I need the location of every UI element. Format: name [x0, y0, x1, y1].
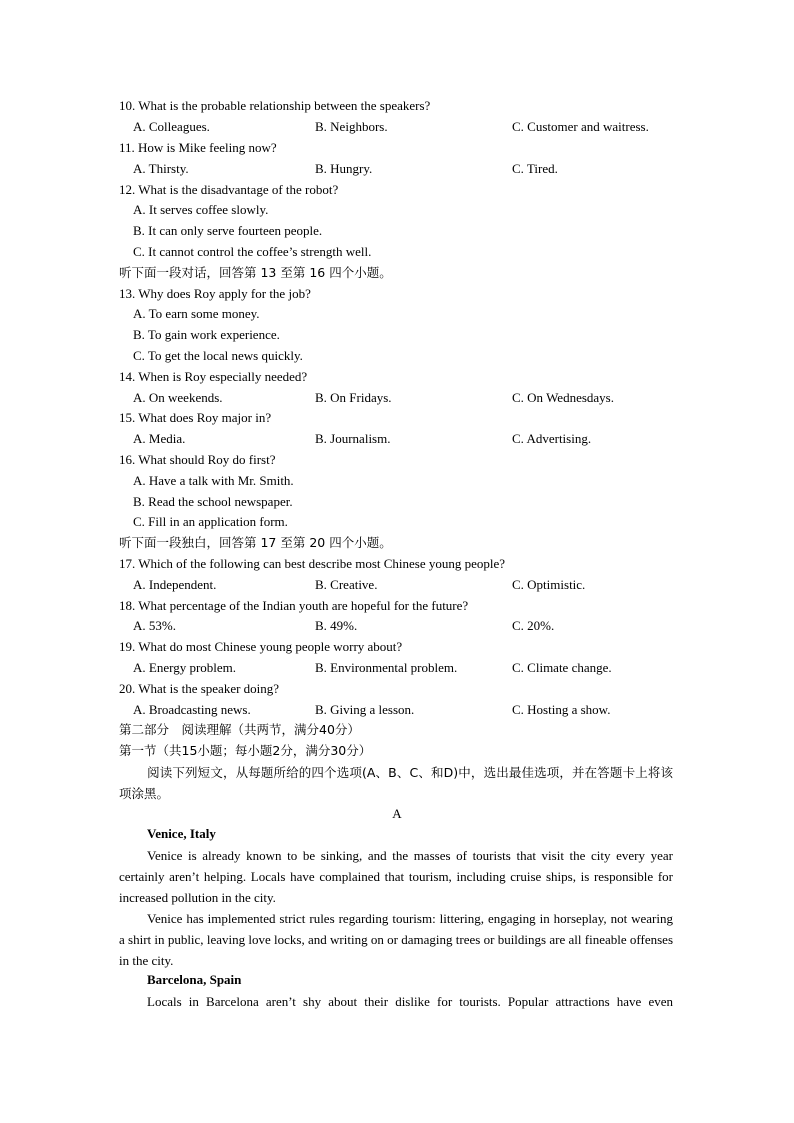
- question-12-option-b: B. It can only serve fourteen people.: [133, 223, 323, 238]
- question-20-stem: 20. What is the speaker doing?: [119, 681, 280, 696]
- question-16-option-b: B. Read the school newspaper.: [133, 494, 293, 509]
- reading-instruction: [119, 762, 673, 804]
- question-14-option-b: B. On Fridays.: [315, 390, 392, 405]
- question-17-option-a: A. Independent.: [133, 577, 217, 592]
- reading-instruction-text: 阅读下列短文，从每题所给的四个选项(A、B、C、和D)中，选出最佳选项，并在答题卡上将该项涂黑。: [119, 765, 673, 801]
- question-13-stem: 13. Why does Roy apply for the job?: [119, 286, 311, 301]
- question-15-stem: 15. What does Roy major in?: [119, 410, 272, 425]
- barcelona-paragraph-1-text: Locals in Barcelona aren’t shy about their dislike for tourists. Popular attractions have even: [147, 994, 673, 1009]
- barcelona-paragraph-1: [119, 991, 673, 1012]
- question-11-option-b: B. Hungry.: [315, 161, 373, 176]
- question-12-option-a: A. It serves coffee slowly.: [133, 202, 269, 217]
- question-12-stem: 12. What is the disadvantage of the robot?: [119, 182, 339, 197]
- question-13-option-b: B. To gain work experience.: [133, 327, 280, 342]
- question-16-stem: 16. What should Roy do first?: [119, 452, 276, 467]
- question-17-option-b: B. Creative.: [315, 577, 378, 592]
- monologue-instruction: 听下面一段独白，回答第 17 至第 20 四个小题。: [119, 535, 392, 550]
- question-15-option-b: B. Journalism.: [315, 431, 391, 446]
- question-14-stem: 14. When is Roy especially needed?: [119, 369, 308, 384]
- question-14-option-a: A. On weekends.: [133, 390, 223, 405]
- question-11-option-a: A. Thirsty.: [133, 161, 189, 176]
- question-10-stem: 10. What is the probable relationship between the speakers?: [119, 98, 431, 113]
- question-16-option-c: C. Fill in an application form.: [133, 514, 288, 529]
- question-19-option-c: C. Climate change.: [512, 660, 612, 675]
- question-13-option-a: A. To earn some money.: [133, 306, 260, 321]
- question-20-option-a: A. Broadcasting news.: [133, 702, 251, 717]
- question-18-option-b: B. 49%.: [315, 618, 358, 633]
- question-17-option-c: C. Optimistic.: [512, 577, 586, 592]
- question-11-stem: 11. How is Mike feeling now?: [119, 140, 277, 155]
- question-19-option-a: A. Energy problem.: [133, 660, 237, 675]
- question-10-option-b: B. Neighbors.: [315, 119, 388, 134]
- question-12-option-c: C. It cannot control the coffee’s strength well.: [133, 244, 372, 259]
- venice-paragraph-2-text: Venice has implemented strict rules regarding tourism: littering, engaging in horseplay, not wearing a shirt in public, leaving love locks, and writing on or damaging trees or buildings are all fineable offenses in the city.: [119, 911, 673, 968]
- passage-label: A: [392, 806, 402, 821]
- venice-paragraph-1-text: Venice is already known to be sinking, and the masses of tourists that visit the city every year certainly aren’t helping. Locals have complained that tourism, including cruise ships, is responsible for increased pollution in the city.: [119, 848, 673, 905]
- question-20-option-c: C. Hosting a show.: [512, 702, 611, 717]
- barcelona-heading: Barcelona, Spain: [147, 972, 242, 987]
- question-19-stem: 19. What do most Chinese young people worry about?: [119, 639, 403, 654]
- question-10-option-c: C. Customer and waitress.: [512, 119, 649, 134]
- question-18-option-c: C. 20%.: [512, 618, 555, 633]
- question-15-option-a: A. Media.: [133, 431, 186, 446]
- venice-heading: Venice, Italy: [147, 826, 216, 841]
- question-11-option-c: C. Tired.: [512, 161, 558, 176]
- question-13-option-c: C. To get the local news quickly.: [133, 348, 303, 363]
- part2-title: 第二部分 阅读理解（共两节，满分40分）: [119, 722, 360, 737]
- question-17-stem: 17. Which of the following can best describe most Chinese young people?: [119, 556, 506, 571]
- question-19-option-b: B. Environmental problem.: [315, 660, 458, 675]
- question-16-option-a: A. Have a talk with Mr. Smith.: [133, 473, 294, 488]
- venice-paragraph-2: [119, 908, 673, 971]
- question-15-option-c: C. Advertising.: [512, 431, 592, 446]
- question-10-option-a: A. Colleagues.: [133, 119, 210, 134]
- question-18-option-a: A. 53%.: [133, 618, 176, 633]
- question-20-option-b: B. Giving a lesson.: [315, 702, 415, 717]
- question-14-option-c: C. On Wednesdays.: [512, 390, 614, 405]
- dialogue-instruction: 听下面一段对话，回答第 13 至第 16 四个小题。: [119, 265, 392, 280]
- venice-paragraph-1: [119, 845, 673, 908]
- section1-title: 第一节（共15小题；每小题2分，满分30分）: [119, 743, 372, 758]
- question-18-stem: 18. What percentage of the Indian youth are hopeful for the future?: [119, 598, 469, 613]
